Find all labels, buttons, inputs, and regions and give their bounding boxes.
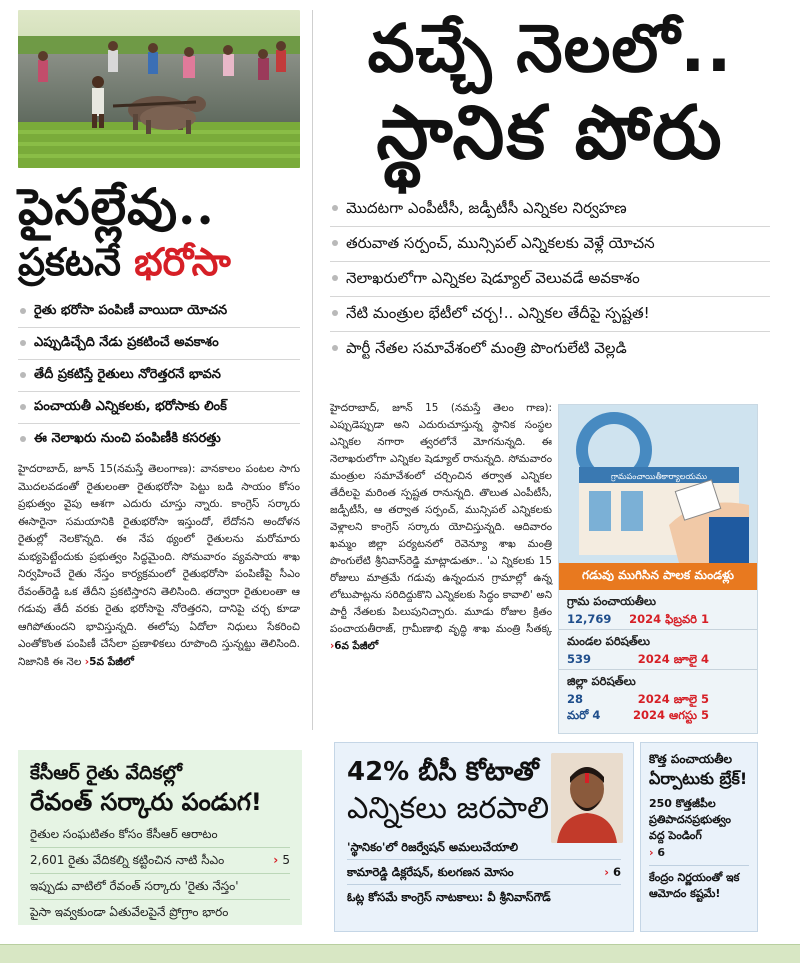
kcr-headline-line2: రేవంత్ సర్కారు పండుగ! [30, 788, 262, 816]
kcr-rythu-vedika-box [18, 750, 302, 925]
stat-row [567, 651, 749, 667]
chevron-right-icon: › [273, 853, 283, 867]
column-divider [312, 10, 313, 730]
left-headline [18, 178, 300, 286]
left-headline-line1: పైసల్లేవు.. [18, 177, 215, 236]
bc-quota-box [334, 742, 634, 932]
farm-photo [18, 10, 300, 168]
stat-label: గ్రామ పంచాయతీలు [567, 594, 657, 608]
bc-headline-line1: 42% బీసీ కోటాతో [347, 757, 539, 787]
list-item [330, 192, 770, 227]
chevron-right-icon: › [84, 655, 90, 668]
chevron-right-icon: › [604, 865, 613, 879]
ballot-illustration [559, 405, 757, 563]
list-item [30, 874, 290, 900]
list-item [330, 332, 770, 366]
expired-councils-panel [558, 404, 758, 734]
left-page-ref[interactable] [85, 656, 134, 668]
right-column [330, 10, 770, 366]
stat-count: 28 [567, 692, 584, 706]
stat-date: 2024 ఆగస్టు 5 [633, 708, 709, 722]
stat-label: మండల పరిషత్‌లు [567, 634, 650, 648]
bullet-icon [332, 205, 338, 211]
line-text: ఇప్పుడు వాటిలో రేవంత్ సర్కారు 'రైతు నేస్తం' [30, 879, 239, 893]
right-page-ref-label: 6వ పేజీలో [334, 640, 379, 652]
line-text: పైసా ఇవ్వకుండా ఏతువేలపైనే ప్రోగ్రాం భారం [30, 905, 229, 919]
pan-text1: 250 కొత్తజీపీల ప్రతిపాదనప్రభుత్వం వద్ద పెండింగ్ [649, 797, 732, 842]
bullet-text: తరువాత సర్పంచ్, మున్సిపల్ ఎన్నికలకు వెళ్లే యోచన [346, 234, 655, 252]
page-ref-number: 6 [612, 865, 621, 879]
stat-label: జిల్లా పరిషత్‌లు [567, 674, 636, 688]
ballot-box-icon [559, 405, 757, 563]
bullet-text: ఈ నెలాఖరు నుంచి పంపిణీకి కసరత్తు [34, 431, 221, 446]
stat-date: 2024 జూలై 5 [637, 692, 709, 706]
list-item [347, 885, 621, 909]
pan-headline-line1: కొత్త పంచాయతీల [649, 752, 733, 766]
bc-headline-line2: ఎన్నికలు జరపాలి [347, 791, 550, 826]
bullet-text: రైతు భరోసా పంపిణీ వాయిదా యోచన [34, 303, 228, 318]
stat-row [567, 691, 749, 707]
farmers-field-illustration [18, 10, 300, 168]
new-panchayat-box [640, 742, 758, 932]
bullet-text: పార్టీ నేతల సమావేశంలో మంత్రి పొంగులేటి వెల్లడి [346, 339, 627, 357]
left-page-ref-label: 5వ పేజీలో [89, 655, 134, 668]
stat-count: మరో 4 [567, 708, 601, 722]
list-item [330, 297, 770, 332]
bullet-icon [20, 308, 26, 314]
bullet-icon [332, 275, 338, 281]
line-text: 'స్థానికం'లో రిజర్వేషన్ అమలుచేయాలి [347, 840, 519, 854]
right-article-body [330, 400, 552, 655]
pan-text2: కేంద్రం నిర్ణయంతో ఇక ఆమోదం కష్టమే! [649, 865, 749, 902]
list-item [18, 392, 300, 424]
bullet-text: మొదటగా ఎంపీటీసీ, జడ్పీటీసీ ఎన్నికల నిర్వహణ [346, 199, 627, 217]
list-item [30, 822, 290, 848]
stat-count: 539 [567, 652, 592, 666]
right-body-paragraph [330, 400, 552, 655]
stat-row [567, 707, 749, 723]
list-item [30, 848, 290, 874]
bullet-icon [332, 240, 338, 246]
list-item [18, 360, 300, 392]
left-headline-prefix: ప్రకటనే [18, 239, 135, 284]
kcr-lines [30, 822, 290, 925]
right-body-text: హైదరాబాద్, జూన్ 15 (నమస్తే తెలం గాణ): ఎప్పుడెప్పుడా అని ఎదురుచూస్తున్న స్థానిక సంస్థల ఎన్నికల నగారా త్వరలోనే మోగనున్నది. ఈ నెలాఖరులోగా ఎన్నికల షెడ్యూల్ రానున్నది. సోమవారం మంత్రుల సమావేశంలో చర్చించిన తర్వాత ఎన్నికల తేదీలపై మరింత స్పష్టత రానున్నది. తొలుత ఎంపీటీసీ, జడ్పీటీసీ, ఆ తర్వాత సర్పంచ్, మున్సిపల్ ఎన్నికలకు వెళ్లాలని కాంగ్రెస్ సర్కారు యోచిస్తున్నది. ఆదివారం ఖమ్మం జిల్లా పర్యటనలో రెవెన్యూ శాఖ మంత్రి పొంగులేటి శ్రీనివాస్‌రెడ్డి మాట్లాడుతూ.. 'ఎ న్నికలకు 15 రోజులు మాత్రమే గడువు ఉన్నందున గ్రామాల్లో ఉన్న లోటుపాట్లను సరిదిద్దుకొని ఎన్నికలకు సిద్ధం కావాలి' అని పార్టీ నేతలకు పిలుపునిచ్చారు. మూడు రోజుల క్రితం పంచాయతీరాజ్, గ్రామీణాభి వృద్ధి శాఖ మంత్రి సీతక్క [330, 402, 552, 635]
page-ref-number: 6 [657, 846, 666, 859]
pan-headline-line2: ఏర్పాటుకు బ్రేక్! [649, 769, 748, 788]
left-article-body [18, 461, 300, 671]
right-page-ref[interactable] [330, 640, 378, 652]
left-headline-line2 [18, 238, 300, 286]
right-bullet-list [330, 192, 770, 366]
list-item [30, 900, 290, 925]
list-item [18, 424, 300, 455]
stat-zilla-parishad [559, 670, 757, 725]
kcr-headline-line1: కేసీఆర్ రైతు వేదికల్లో [30, 762, 182, 784]
right-headline-line1: వచ్చే నెలలో.. [367, 10, 733, 87]
bullet-icon [20, 404, 26, 410]
left-bullet-list [18, 296, 300, 455]
chevron-right-icon: › [649, 846, 658, 859]
stat-date: 2024 జూలై 4 [637, 652, 709, 666]
office-sign-text: గ్రామపంచాయితీకార్యాలయము [611, 472, 707, 481]
bullet-text: ఎప్పుడిచ్చేది నేడు ప్రకటించే అవకాశం [34, 335, 219, 350]
stat-row [567, 611, 749, 627]
bullet-text: తేదీ ప్రకటిస్తే రైతులు నోరెత్తరనే భావన [34, 367, 221, 382]
bottom-advert-strip [0, 944, 800, 963]
chevron-right-icon: › [330, 640, 335, 652]
list-item [18, 296, 300, 328]
stat-gram-panchayat [559, 590, 757, 630]
page-ref-link[interactable] [604, 864, 621, 880]
bullet-text: నెలాఖరులోగా ఎన్నికల షెడ్యూల్ వెలువడే అవకాశం [346, 269, 640, 287]
list-item [330, 262, 770, 297]
page-ref-link[interactable] [273, 852, 290, 869]
speaker-portrait [551, 753, 623, 843]
left-headline-highlight: భరోసా [134, 239, 231, 284]
page-ref-number: 5 [282, 853, 290, 867]
bullet-icon [332, 345, 338, 351]
line-text: కామారెడ్డి డిక్లరేషన్, కులగణన మోసం [347, 865, 514, 879]
left-column [18, 10, 300, 671]
bullet-icon [20, 372, 26, 378]
person-icon [551, 753, 623, 843]
list-item [347, 860, 621, 885]
bullet-text: నేటి మంత్రుల భేటీలో చర్చ!.. ఎన్నికల తేదీపై స్పష్టత! [346, 304, 650, 322]
list-item [18, 328, 300, 360]
bullet-icon [20, 436, 26, 442]
stat-date: 2024 ఫిబ్రవరి 1 [629, 612, 709, 626]
bullet-text: పంచాయతీ ఎన్నికలకు, భరోసాకు లింక్ [34, 399, 227, 414]
left-body-text: హైదరాబాద్, జూన్ 15(నమస్తే తెలంగాణ): వానకాలం పంటల సాగు మొదలవడంతో రైతులంతా రైతుభరోసా పెట్టు బడి సాయం కోసం ప్రభుత్వం వైపు ఆశగా ఎదురు చూస్తు న్నారు. కాంగ్రెస్ సర్కారు ఈసారైనా సమయానికి రైతుభరోసా ఇస్తుందో, లేదోనని అందోళన రైతుల్లో నెలకొన్నది. ఈ నేప థ్యంలో రైతులను మరోమారు మభ్యపెట్టేందుకు ప్రభుత్వం సిద్ధమైంది. సోమవారం వ్యవసాయ శాఖ నిర్వహించే రైతు నేస్తం కార్యక్రమంలో రైతుభరోసా పంపిణీపై సీఎం రేవంత్‌రెడ్డి ఒక తేదీని ప్రకటిస్తారని తెలిసింది. తద్వారా రైతులంతా ఆ గడువు తేదీ వరకు రైతు భరోసాపై నోరెత్తరని, దానిపై చర్చ కూడా ఆగిపోతుందని భావిస్తున్నది. ఈలోపు ఏదోలా నిధులు సేకరించి ఎంతోకొంత పంపిణీ చేసేలా ప్రణాళికలు రూపొంది స్తున్నట్టు తెలిసింది. నిజానికి ఈ నెల [18, 463, 300, 668]
line-text: 2,601 రైతు వేదికల్ని కట్టించిన నాటి సీఎం [30, 853, 225, 867]
panel-caption: గడువు ముగిసిన పాలక మండళ్లు [559, 563, 757, 590]
line-text: ఓట్ల కోసమే కాంగ్రెస్ నాటకాలు: వీ శ్రీనివాస్‌గౌడ్ [347, 890, 551, 904]
list-item [330, 227, 770, 262]
bc-lines [347, 835, 621, 909]
stat-mandal-parishad [559, 630, 757, 670]
line-text: రైతుల సంఘటితం కోసం కేసీఆర్ ఆరాటం [30, 827, 218, 841]
page-ref-link[interactable] [649, 846, 749, 859]
bullet-icon [20, 340, 26, 346]
right-headline-line2: స్థానిక పోరు [376, 90, 724, 176]
bullet-icon [332, 310, 338, 316]
stat-count: 12,769 [567, 612, 612, 626]
